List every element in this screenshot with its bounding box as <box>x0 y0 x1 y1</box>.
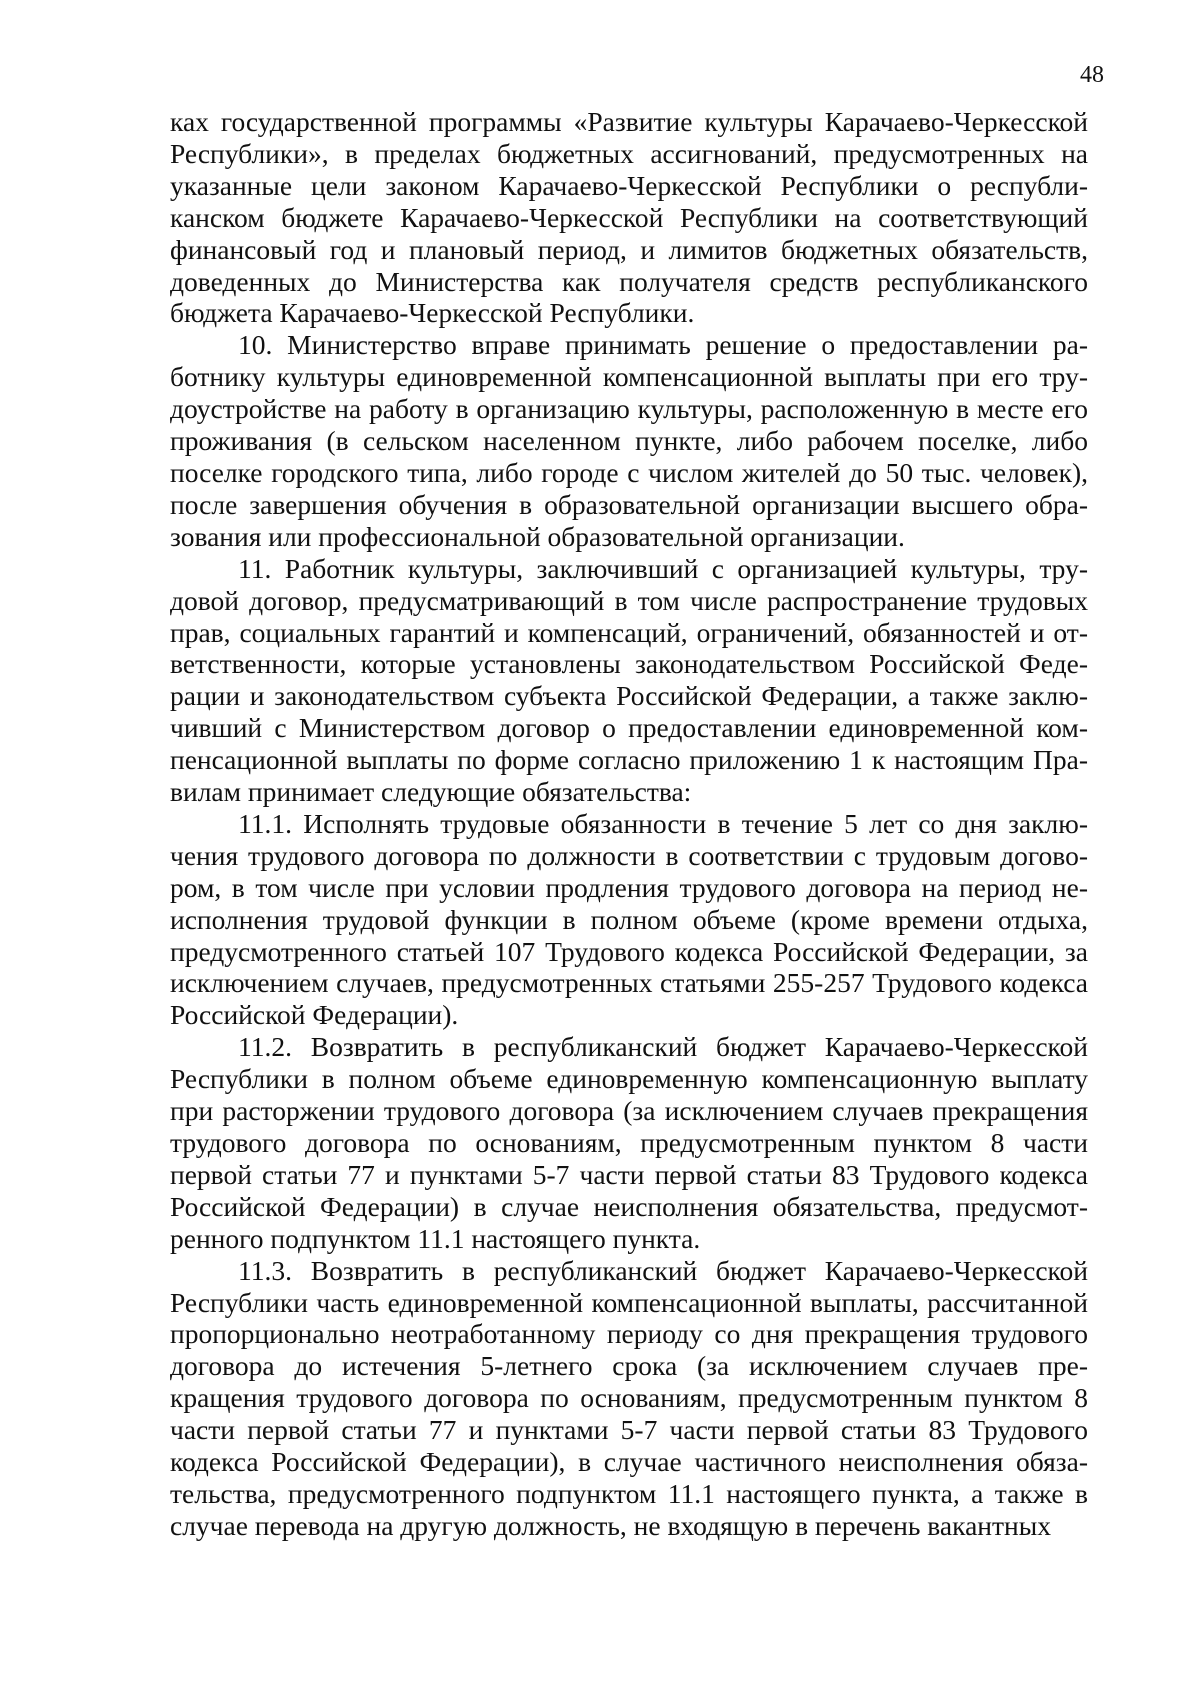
paragraph-10: 10. Министерство вправе принимать решение о предоставлении работнику культуры единовременной компенсационной выплаты при его трудоустройстве на работу в организацию культуры, расположенную в месте его проживания (в сельском населенном пункте, либо рабочем поселке, либо поселке городского типа, либо городе с числом жителей до 50 тыс. человек), после завершения обучения в образовательной организации высшего образования или профессиональной образовательной организации. <box>170 329 1088 552</box>
paragraph-11-1: 11.1. Исполнять трудовые обязанности в течение 5 лет со дня заключения трудового договора по должности в соответствии с трудовым договором, в том числе при условии продления трудового договора на период неисполнения трудовой функции в полном объеме (кроме времени отдыха, предусмотренного статьей 107 Трудового кодекса Российской Федерации, за исключением случаев, предусмотренных статьями 255-257 Трудового кодекса Российской Федерации). <box>170 807 1088 1031</box>
paragraph-11: 11. Работник культуры, заключивший с организацией культуры, трудовой договор, предусматривающий в том числе распространение трудовых прав, социальных гарантий и компенсаций, ограничений, обязанностей и ответственности, которые установлены законодательством Российской Федерации и законодательством субъекта Российской Федерации, а также заключивший с Министерством договор о предоставлении единовременной компенсационной выплаты по форме согласно приложению 1 к настоящим Правилам принимает следующие обязательства: <box>170 552 1088 808</box>
paragraph-11-3: 11.3. Возвратить в республиканский бюджет Карачаево-Черкесской Республики часть единовременной компенсационной выплаты, рассчитанной пропорционально неотработанному периоду со дня прекращения трудового договора до истечения 5-летнего срока (за исключением случаев прекращения трудового договора по основаниям, предусмотренным пунктом 8 части первой статьи 77 и пунктами 5-7 части первой статьи 83 Трудового кодекса Российской Федерации), в случае частичного неисполнения обязательства, предусмотренного подпунктом 11.1 настоящего пункта, а также в случае перевода на другую должность, не входящую в перечень вакантных <box>170 1254 1088 1541</box>
page-number: 48 <box>1080 62 1104 88</box>
document-body <box>170 106 1088 1542</box>
paragraph-continuation: ках государственной программы «Развитие культуры Карачаево-Черкесской Республики», в пределах бюджетных ассигнований, предусмотренных на указанные цели законом Карачаево-Черкесской Республики о республиканском бюджете Карачаево-Черкесской Республики на соответствующий финансовый год и плановый период, и лимитов бюджетных обязательств, доведенных до Министерства как получателя средств республиканского бюджета Карачаево-Черкесской Республики. <box>170 106 1088 329</box>
paragraph-11-2: 11.2. Возвратить в республиканский бюджет Карачаево-Черкесской Республики в полном объеме единовременную компенсационную выплату при расторжении трудового договора (за исключением случаев прекращения трудового договора по основаниям, предусмотренным пунктом 8 части первой статьи 77 и пунктами 5-7 части первой статьи 83 Трудового кодекса Российской Федерации) в случае неисполнения обязательства, предусмотренного подпунктом 11.1 настоящего пункта. <box>170 1031 1088 1254</box>
